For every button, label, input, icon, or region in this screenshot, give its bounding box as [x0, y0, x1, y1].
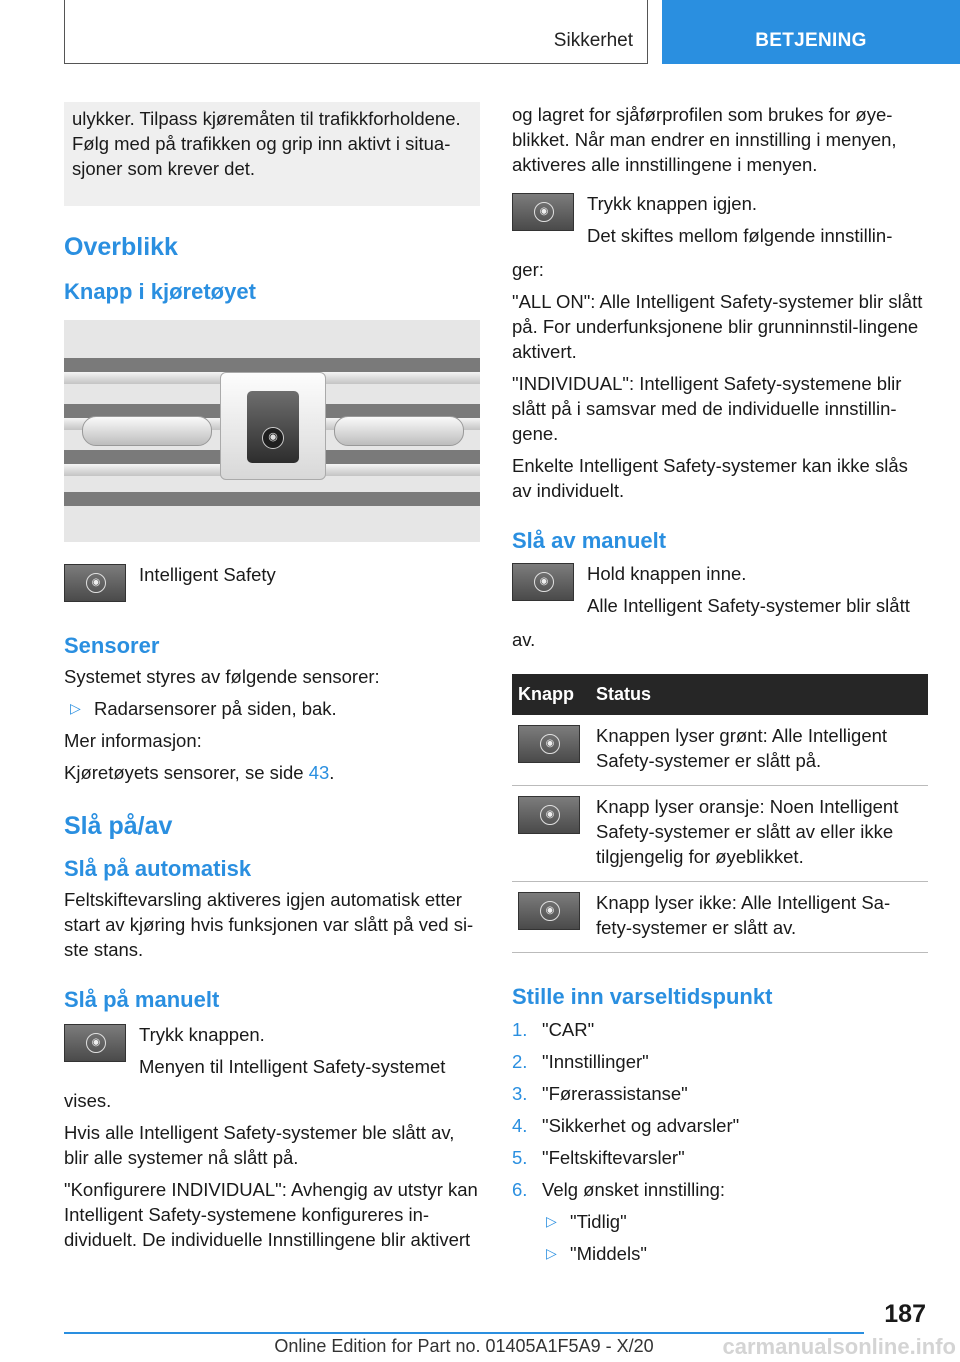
manuelt-step-row [64, 1022, 480, 1084]
all-on-text: "ALL ON": Alle Intelligent Safety-systemer blir slått på. For underfunksjonene blir grunninnstil-lingene aktivert. [512, 291, 923, 362]
sensor-reference: Kjøretøyets sensorer, se side 43. [64, 762, 335, 783]
manuelt-step: Trykk knappen. [139, 1024, 265, 1045]
hold-step: Hold knappen inne. [587, 563, 747, 584]
av-text-cont: av. [512, 629, 536, 650]
switch-text-cont: ger: [512, 259, 544, 280]
vehicle-button-photo [64, 320, 480, 542]
manuelt-p1: Hvis alle Intelligent Safety-systemer ble slått av, blir alle systemer nå slått på. [64, 1122, 455, 1168]
mer-info: Mer informasjon: [64, 730, 202, 751]
sensorer-bullet: ▷ Radarsensorer på siden, bak. [64, 696, 480, 721]
status-table [512, 674, 928, 953]
heading-sla-pa-manuelt: Slå på manuelt [64, 987, 220, 1012]
footer-edition: Online Edition for Part no. 01405A1F5A9 - X/20 [274, 1336, 654, 1356]
intelligent-safety-button-icon: ◉ [518, 725, 580, 763]
intelligent-safety-icon: ◉ [262, 427, 284, 449]
intelligent-safety-button-icon: ◉ [64, 564, 126, 602]
icon-caption: Intelligent Safety [139, 564, 276, 585]
list-item: 3. "Førerassistanse" [512, 1083, 688, 1104]
list-item: 4. "Sikkerhet og advarsler" [512, 1115, 740, 1136]
individual-text: "INDIVIDUAL": Intelligent Safety-systemene blir slått på i samsvar med de individuelle innstillin-gene. [512, 373, 902, 444]
list-item: 5. "Feltskiftevarsler" [512, 1147, 685, 1168]
heading-stille-inn: Stille inn varseltidspunkt [512, 984, 773, 1009]
intelligent-safety-button-icon: ◉ [518, 796, 580, 834]
manuelt-p2: "Konfigurere INDIVIDUAL": Avhengig av utstyr kan Intelligent Safety-systemene konfigureres in-dividuelt. De individuelle Innstillingene blir aktivert [64, 1179, 478, 1250]
heading-sensorer: Sensorer [64, 633, 160, 658]
step-again: Trykk knappen igjen. [587, 193, 758, 214]
watermark: carmanualsonline.info [722, 1334, 956, 1359]
note-text: ulykker. Tilpass kjøremåten til trafikkforholdene. Følg med på trafikken og grip inn aktivt i situa-sjoner som krever det. [72, 108, 461, 179]
manuelt-result: Menyen til Intelligent Safety-systemet [139, 1056, 446, 1077]
manuelt-result-cont: vises. [64, 1090, 112, 1111]
right-column [512, 102, 928, 1273]
table-header-status: Status [590, 674, 928, 715]
intelligent-safety-button-icon: ◉ [512, 193, 574, 231]
step-again-row [512, 191, 928, 253]
page-number: 187 [884, 1300, 926, 1328]
sensorer-text: Systemet styres av følgende sensorer: [64, 666, 380, 687]
intelligent-safety-button-icon: ◉ [64, 1024, 126, 1062]
heading-sla-pa-av: Slå på/av [64, 812, 173, 840]
continued-text: og lagret for sjåførprofilen som brukes for øye-blikket. Når man endrer en innstilling i menyen, aktiveres alle innstillingene i menyen. [512, 104, 897, 175]
sub-option: ▷ "Middels" [512, 1241, 928, 1266]
heading-sla-pa-automatisk: Slå på automatisk [64, 856, 252, 881]
heading-sla-av-manuelt: Slå av manuelt [512, 528, 667, 553]
header-section-box [64, 0, 648, 64]
intelligent-safety-button-icon: ◉ [518, 892, 580, 930]
list-item: 1. "CAR" [512, 1019, 595, 1040]
switch-text: Det skiftes mellom følgende innstillin- [587, 225, 893, 246]
auto-text: Feltskiftevarsling aktiveres igjen automatisk etter start av kjøring hvis funksjonen var slått på ved si-ste stans. [64, 889, 474, 960]
intelligent-safety-button-icon: ◉ [512, 563, 574, 601]
header-chapter-tab: BETJENING [662, 0, 960, 64]
table-cell-status: Knappen lyser grønt: Alle Intelligent Safety-systemer er slått på. [590, 715, 928, 786]
heading-knapp: Knapp i kjøretøyet [64, 279, 256, 304]
table-cell-status: Knapp lyser ikke: Alle Intelligent Sa-fety-systemer er slått av. [590, 882, 928, 953]
icon-caption-row [64, 562, 480, 624]
table-header-knapp: Knapp [512, 674, 590, 715]
sub-option: ▷ "Tidlig" [512, 1209, 928, 1234]
table-cell-status: Knapp lyser oransje: Noen Intelligent Safety-systemer er slått av eller ikke tilgjengelig for øyeblikket. [590, 786, 928, 882]
av-text: Alle Intelligent Safety-systemer blir slått [587, 595, 910, 616]
switch-frame [220, 372, 326, 480]
steps-list [512, 1017, 928, 1202]
table-row [512, 715, 928, 786]
hold-row [512, 561, 928, 623]
warning-note [64, 102, 480, 206]
table-row [512, 786, 928, 882]
enkelte-text: Enkelte Intelligent Safety-systemer kan ikke slås av individuelt. [512, 455, 908, 501]
page-link-43[interactable]: 43 [308, 762, 330, 783]
list-item: 6. Velg ønsket innstilling: [512, 1179, 726, 1200]
left-column [64, 102, 480, 1259]
heading-overblikk: Overblikk [64, 233, 178, 261]
safety-switch-button [247, 391, 299, 463]
header-section-title: Sikkerhet [553, 30, 633, 51]
table-row [512, 882, 928, 953]
list-item: 2. "Innstillinger" [512, 1051, 649, 1072]
